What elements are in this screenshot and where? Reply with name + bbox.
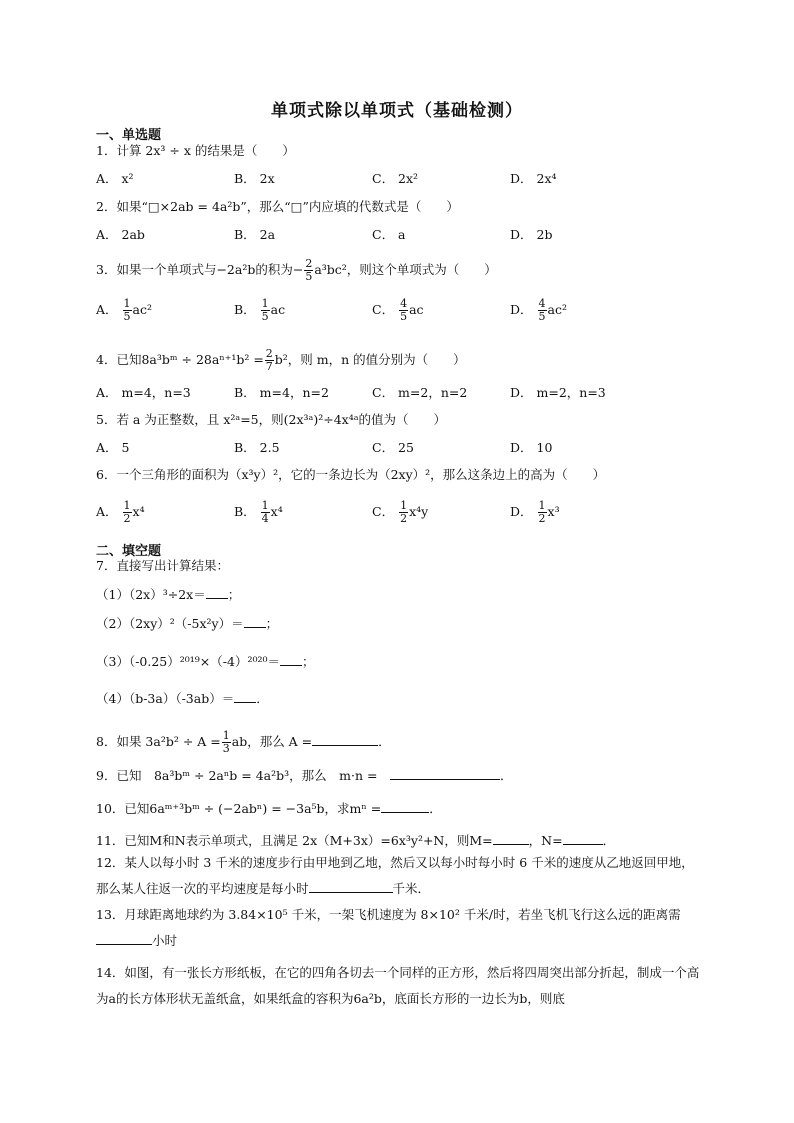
q1-option-c[interactable]: C． 2x²: [372, 171, 419, 186]
q2-option-d[interactable]: D． 2b: [510, 227, 553, 242]
q10-answer-blank[interactable]: [381, 799, 429, 813]
q7-part-4-text: （4）（b-3a）（-3ab）＝: [96, 691, 235, 706]
section-heading-multiple-choice: 一、单选题: [96, 128, 162, 143]
q6-d-fraction: [538, 500, 547, 525]
q11-mid: ，N=: [528, 833, 563, 848]
q5-option-a[interactable]: A． 5: [96, 440, 130, 455]
q3-c-term: ac: [409, 302, 424, 317]
q4-option-c[interactable]: C． m=2，n=2: [372, 385, 468, 400]
section-heading-fill-in: 二、填空题: [96, 544, 162, 559]
q6-c-den: 2: [400, 512, 408, 525]
question-1-stem: 1．计算 2x³ ÷ x 的结果是（ ）: [96, 143, 295, 158]
q6-b-den: 4: [261, 512, 269, 525]
q3-fraction: [304, 258, 313, 283]
q8-fraction: [222, 730, 231, 755]
question-12-paragraph: [96, 850, 700, 902]
q7-part-1: [96, 585, 240, 604]
question-2-stem: 2．如果“□×2ab = 4a²b”，那么“□”内应填的代数式是（ ）: [96, 199, 459, 214]
q4-option-b[interactable]: B． m=4，n=2: [234, 385, 329, 400]
q6-a-den: 2: [123, 512, 131, 525]
q4-stem-part1: 4．已知8a³bᵐ ÷ 28aⁿ⁺¹b² =: [96, 352, 264, 367]
q3-c-den: 5: [400, 310, 408, 323]
question-7-stem: 7．直接写出计算结果：: [96, 558, 229, 573]
q8-answer-blank[interactable]: [312, 732, 378, 746]
q8-fraction-num: 1: [222, 729, 230, 742]
q2-option-c[interactable]: C． a: [372, 227, 406, 242]
q6-b-label: B．: [234, 504, 256, 519]
q6-a-label: A．: [96, 504, 118, 519]
q12-unit: 千米．: [392, 881, 431, 896]
q10-stem-text: 10．已知6aᵐ⁺³bᵐ ÷ (−2abⁿ) = −3a⁵b，求mⁿ =: [96, 801, 382, 816]
q3-c-fraction: [399, 298, 408, 323]
q6-option-a[interactable]: [96, 500, 145, 525]
question-6-stem: 6．一个三角形的面积为（x³y）²，它的一条边长为（2xy）²，那么这条边上的高为（ ）: [96, 467, 606, 482]
q2-option-b[interactable]: B． 2a: [234, 227, 276, 242]
q8-end: ．: [378, 734, 391, 749]
q3-d-fraction: [538, 298, 547, 323]
q10-end: ．: [429, 801, 442, 816]
question-3-stem: [96, 258, 497, 283]
q7-part-3-text: （3）（-0.25）²⁰¹⁹×（-4）²⁰²⁰＝: [96, 654, 280, 669]
q7-part-4-end: ．: [256, 691, 269, 706]
q3-a-num: 1: [123, 297, 131, 310]
q7-part-2-blank[interactable]: [244, 614, 266, 628]
q7-part-2: [96, 614, 278, 633]
q6-c-label: C．: [372, 504, 395, 519]
q7-part-3-blank[interactable]: [280, 652, 302, 666]
q3-a-term: ac²: [132, 302, 152, 317]
q4-stem-part2: b²，则 m，n 的值分别为（ ）: [274, 352, 466, 367]
q6-a-term: x⁴: [132, 504, 145, 519]
q2-option-a[interactable]: A． 2ab: [96, 227, 145, 242]
q4-fraction-den: 7: [265, 360, 273, 373]
page-title: 单项式除以单项式（基础检测）: [271, 101, 523, 121]
q1-option-d[interactable]: D． 2x⁴: [510, 171, 557, 186]
q12-text: 12．某人以每小时 3 千米的速度步行由甲地到乙地，然后又以每小时每小时 6 千米的速度从乙地返回甲地，那么某人往返一次的平均速度是每小时: [96, 855, 694, 896]
question-14-paragraph: 14．如图，有一张长方形纸板，在它的四角各切去一个同样的正方形，然后将四周突出部分折起，制成一个高为a的长方体形状无盖纸盒，如果纸盒的容积为6a²b，底面长方形的一边长为b，则底: [96, 965, 700, 1006]
q4-option-a[interactable]: A． m=4，n=3: [96, 385, 191, 400]
q9-answer-blank[interactable]: [390, 766, 500, 780]
q7-part-3-end: ；: [302, 654, 315, 669]
q7-part-1-blank[interactable]: [206, 585, 228, 599]
q13-answer-blank[interactable]: [96, 931, 152, 945]
q11-m-blank[interactable]: [493, 831, 529, 845]
q11-end: ．: [602, 833, 616, 848]
q11-n-blank[interactable]: [563, 831, 603, 845]
q6-option-b[interactable]: [234, 500, 283, 525]
q4-fraction-num: 2: [265, 347, 273, 360]
q3-stem-part1: 3．如果一个单项式与−2a²b的积为−: [96, 262, 304, 277]
q3-b-fraction: [261, 298, 270, 323]
q6-d-den: 2: [538, 512, 546, 525]
q6-d-num: 1: [538, 499, 546, 512]
question-10-stem: [96, 799, 442, 818]
q3-a-fraction: [123, 298, 132, 323]
q8-stem-part2: ab，那么 A =: [231, 734, 313, 749]
q3-b-term: ac: [270, 302, 286, 317]
q5-option-b[interactable]: B． 2.5: [234, 440, 280, 455]
q1-option-b[interactable]: B． 2x: [234, 171, 275, 186]
q6-b-fraction: [261, 500, 270, 525]
q6-d-label: D．: [510, 504, 533, 519]
question-9-stem: [96, 766, 512, 785]
q4-fraction: [265, 348, 274, 373]
q3-option-d[interactable]: [510, 298, 567, 323]
q1-option-a[interactable]: A． x²: [96, 171, 134, 186]
q3-c-num: 4: [400, 297, 408, 310]
question-5-stem: 5．若 a 为正整数，且 x²ᵃ=5，则(2x³ᵃ)²÷4x⁴ᵃ的值为（ ）: [96, 412, 447, 427]
q7-part-4-blank[interactable]: [234, 689, 256, 703]
q9-end: ．: [499, 768, 513, 783]
q7-part-1-text: （1）（2x）³÷2x＝: [96, 587, 206, 602]
q6-option-c[interactable]: [372, 500, 428, 525]
q3-a-label: A．: [96, 302, 118, 317]
q3-option-b[interactable]: [234, 298, 285, 323]
q13-text: 13．月球距离地球约为 3.84×10⁵ 千米，一架飞机速度为 8×10² 千米/时，若坐飞机飞行这么远的距离需: [96, 907, 681, 922]
question-13-paragraph: [96, 902, 700, 954]
q6-c-term: x⁴y: [409, 504, 429, 519]
q6-a-num: 1: [123, 499, 131, 512]
q3-a-den: 5: [123, 310, 131, 323]
q3-fraction-num: 2: [305, 257, 313, 270]
q3-d-den: 5: [538, 310, 546, 323]
q6-b-term: x⁴: [270, 504, 283, 519]
q4-option-d[interactable]: D． m=2，n=3: [510, 385, 606, 400]
q5-option-d[interactable]: D． 10: [510, 440, 553, 455]
q5-option-c[interactable]: C． 25: [372, 440, 414, 455]
q3-d-num: 4: [538, 297, 546, 310]
q3-b-num: 1: [261, 297, 269, 310]
q6-c-num: 1: [400, 499, 408, 512]
q3-d-label: D．: [510, 302, 533, 317]
q3-b-den: 5: [261, 310, 269, 323]
question-8-stem: [96, 730, 391, 755]
q11-stem-text: 11．已知M和N表示单项式，且满足 2x（M+3x）=6x³y²+N，则M=: [96, 833, 493, 848]
q7-part-2-text: （2）（2xy）²（-5x²y）＝: [96, 616, 244, 631]
q3-option-a[interactable]: [96, 298, 152, 323]
q3-option-c[interactable]: [372, 298, 424, 323]
q13-unit: 小时: [152, 933, 178, 948]
q7-part-2-end: ；: [265, 616, 279, 631]
q6-b-num: 1: [261, 499, 269, 512]
q3-d-term: ac²: [547, 302, 567, 317]
q3-fraction-den: 5: [305, 270, 313, 283]
q8-stem-part1: 8．如果 3a²b² ÷ A =: [96, 734, 221, 749]
q6-option-d[interactable]: [510, 500, 560, 525]
q7-part-4: [96, 689, 269, 708]
q3-c-label: C．: [372, 302, 395, 317]
q6-a-fraction: [123, 500, 132, 525]
q8-fraction-den: 3: [222, 742, 230, 755]
question-4-stem: [96, 348, 466, 373]
q7-part-1-end: ；: [227, 587, 241, 602]
q6-d-term: x³: [547, 504, 560, 519]
q6-c-fraction: [399, 500, 408, 525]
q9-stem-text: 9．已知 8a³bᵐ ÷ 2aⁿb = 4a²b³，那么 m·n =: [96, 768, 378, 783]
q3-stem-part2: a³bc²，则这个单项式为（ ）: [314, 262, 497, 277]
q12-answer-blank[interactable]: [309, 879, 393, 893]
q7-part-3: [96, 652, 315, 671]
question-11-stem: [96, 831, 615, 850]
q3-b-label: B．: [234, 302, 256, 317]
